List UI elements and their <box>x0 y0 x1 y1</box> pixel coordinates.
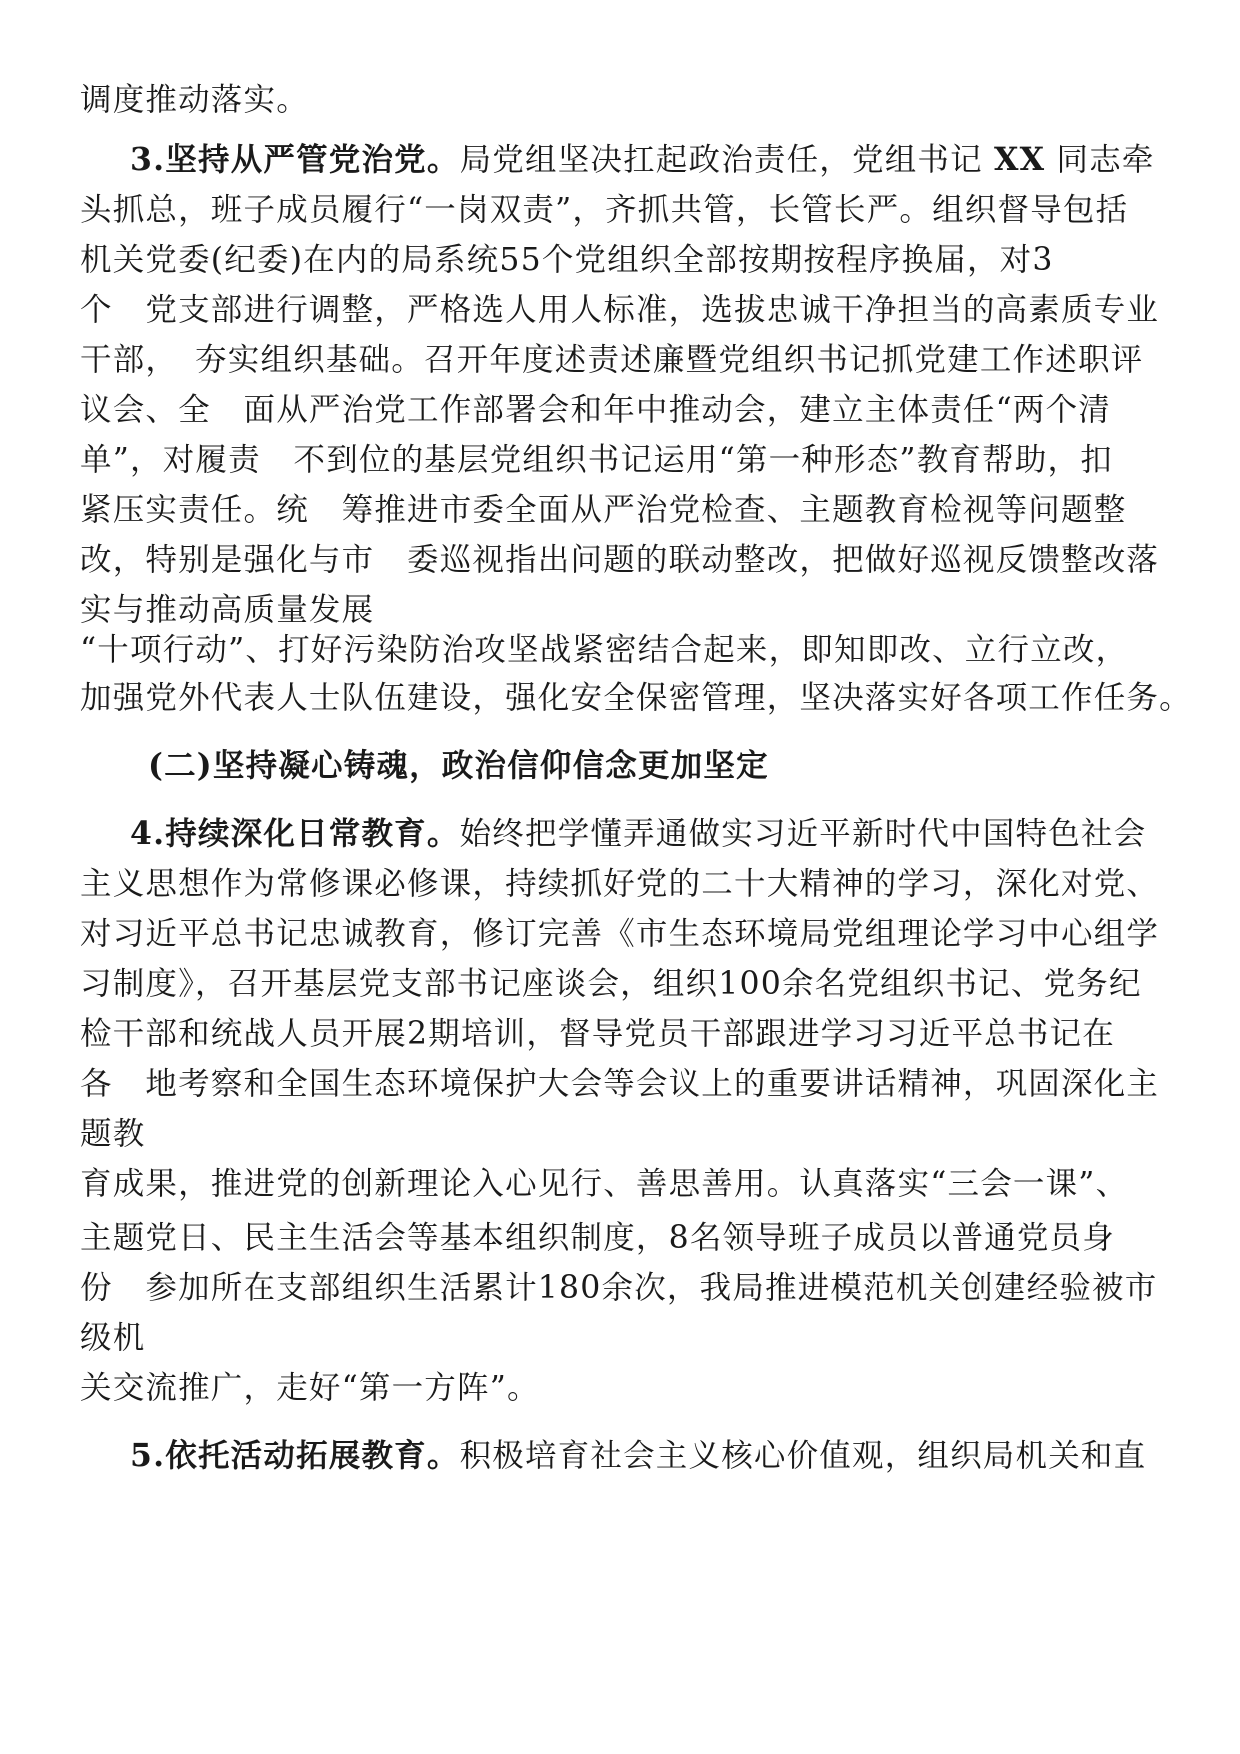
paragraph-4-first-line <box>130 812 1220 856</box>
text-line: 各 地考察和全国生态环境保护大会等会议上的重要讲话精神，巩固深化主 <box>80 1066 1160 1102</box>
text-line: 级机 <box>80 1320 146 1356</box>
text-line: 育成果，推进党的创新理论入心见行、善思善用。认真落实“三会一课”、 <box>80 1166 1129 1202</box>
text-line: 紧压实责任。统 筹推进市委全面从严治党检查、主题教育检视等问题整 <box>80 492 1127 528</box>
paragraph-5-heading: 5.依托活动拓展教育。 <box>130 1437 460 1474</box>
text-line: 实与推动高质量发展 <box>80 592 375 628</box>
text-line: 加强党外代表人士队伍建设，强化安全保密管理，坚决落实好各项工作任务。 <box>80 680 1192 716</box>
text-line: 检干部和统战人员开展2期培训，督导党员干部跟进学习习近平总书记在 <box>80 1016 1115 1052</box>
paragraph-3-heading: 3.坚持从严管党治党。 <box>130 141 460 178</box>
text-line: 题教 <box>80 1116 146 1152</box>
text-line: 对习近平总书记忠诚教育，修订完善《市生态环境局党组理论学习中心组学 <box>80 916 1160 952</box>
text-line: 机关党委(纪委)在内的局系统55个党组织全部按期按程序换届，对3 <box>80 242 1054 278</box>
text-line: 头抓总，班子成员履行“一岗双责”，齐抓共管，长管长严。组织督导包括 <box>80 192 1129 228</box>
text-span: 始终把学懂弄通做实习近平新时代中国特色社会 <box>459 816 1147 852</box>
text-span-bold: XX <box>994 141 1046 178</box>
text-span: 局党组坚决扛起政治责任，党组书记 <box>459 142 995 178</box>
text-span: 积极培育社会主义核心价值观，组织局机关和直 <box>459 1438 1147 1474</box>
paragraph-4-heading: 4.持续深化日常教育。 <box>130 815 460 852</box>
text-line: 习制度》，召开基层党支部书记座谈会，组织100余名党组织书记、党务纪 <box>80 966 1142 1002</box>
text-line: 改，特别是强化与市 委巡视指出问题的联动整改，把做好巡视反馈整改落 <box>80 542 1160 578</box>
text-line: 调度推动落实。 <box>80 82 309 118</box>
text-line: 干部， 夯实组织基础。召开年度述责述廉暨党组织书记抓党建工作述职评 <box>80 342 1144 378</box>
text-line: 主义思想作为常修课必修课，持续抓好党的二十大精神的学习，深化对党、 <box>80 866 1160 902</box>
text-line: 单”，对履责 不到位的基层党组织书记运用“第一种形态”教育帮助，扣 <box>80 442 1113 478</box>
section-heading: (二)坚持凝心铸魂，政治信仰信念更加坚定 <box>148 747 769 784</box>
text-line: 份 参加所在支部组织生活累计180余次，我局推进模范机关创建经验被市 <box>80 1270 1158 1306</box>
text-line: 议会、全 面从严治党工作部署会和年中推动会，建立主体责任“两个清 <box>80 392 1112 428</box>
text-line: 个 党支部进行调整，严格选人用人标准，选拔忠诚干净担当的高素质专业 <box>80 292 1160 328</box>
text-span: 同志牵 <box>1045 142 1155 178</box>
text-line: 主题党日、民主生活会等基本组织制度，8名领导班子成员以普通党员身 <box>80 1220 1115 1256</box>
paragraph-3-first-line <box>130 138 1220 182</box>
paragraph-5-first-line <box>130 1434 1220 1478</box>
text-line: 关交流推广，走好“第一方阵”。 <box>80 1370 540 1406</box>
text-line: “十项行动”、打好污染防治攻坚战紧密结合起来，即知即改、立行立改， <box>80 632 1129 668</box>
